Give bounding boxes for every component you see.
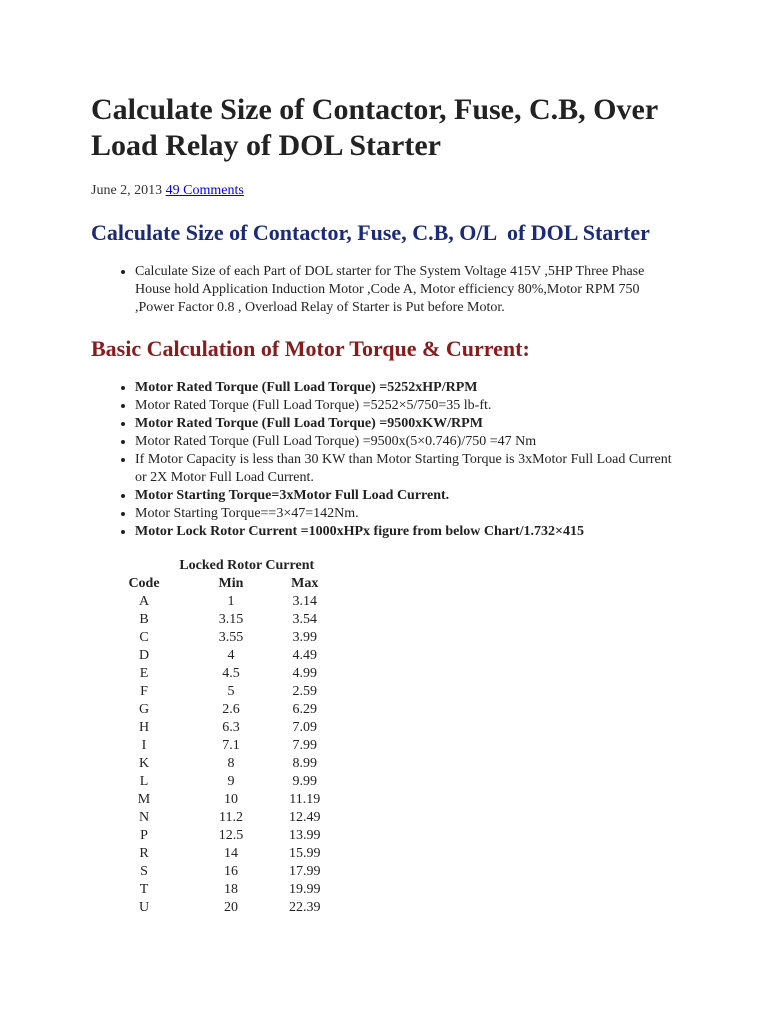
- table-cell: 11.2: [219, 810, 243, 825]
- list-item: • If Motor Capacity is less than 30 KW than Motor Starting Torque is 3xMotor Full Load Current or 2X Motor Full Load Current.: [135, 451, 675, 487]
- table-cell: C: [139, 630, 149, 645]
- table-row: [115, 683, 321, 701]
- table-cell: 3.15: [218, 612, 244, 627]
- table-cell: 14: [224, 846, 238, 861]
- table-cell: M: [137, 792, 151, 807]
- table-cell: 4.5: [222, 666, 240, 681]
- table-cell: 4.99: [292, 666, 317, 681]
- table-row: [115, 665, 321, 683]
- table-cell: G: [138, 702, 150, 717]
- list-item: • Motor Lock Rotor Current =1000xHPx figure from below Chart/1.732×415: [135, 523, 675, 541]
- table-cell: 4: [227, 648, 235, 663]
- table-cell: 8: [227, 756, 235, 771]
- table-cell: 4.49: [292, 648, 317, 663]
- post-meta: [91, 182, 244, 200]
- table-row: [115, 863, 321, 881]
- table-row: [115, 809, 321, 827]
- table-cell: E: [139, 666, 149, 681]
- table-row: [115, 881, 321, 899]
- table-row: [115, 845, 321, 863]
- column-header-max: Max: [291, 576, 319, 591]
- intro-bullet-list: [91, 263, 675, 317]
- table-cell: I: [141, 738, 147, 753]
- table-cell: S: [140, 864, 148, 879]
- table-row: [115, 899, 321, 917]
- table-cell: L: [139, 774, 149, 789]
- post-date: June 2, 2013: [91, 183, 163, 198]
- table-cell: 7.09: [292, 720, 317, 735]
- calculation-bullet-list: [91, 379, 675, 541]
- table-cell: 9.99: [292, 774, 317, 789]
- post-title: Calculate Size of Contactor, Fuse, C.B, Over Load Relay of DOL Starter: [91, 93, 658, 162]
- table-cell: D: [138, 648, 150, 663]
- table-row: [115, 773, 321, 791]
- list-item: • Motor Rated Torque (Full Load Torque) =9500xKW/RPM: [135, 415, 675, 433]
- list-item: • Motor Starting Torque==3×47=142Nm.: [135, 505, 675, 523]
- section-heading-dol-starter: Calculate Size of Contactor, Fuse, C.B, O/L of DOL Starter: [91, 220, 650, 245]
- table-cell: 6.29: [292, 702, 317, 717]
- table-cell: 2.6: [222, 702, 240, 717]
- table-cell: P: [140, 828, 148, 843]
- table-cell: 3.99: [292, 630, 317, 645]
- column-header-code: Code: [128, 576, 160, 591]
- table-cell: F: [140, 684, 148, 699]
- table-cell: A: [138, 594, 150, 609]
- table-cell: 11.19: [289, 792, 321, 807]
- table-cell: 7.1: [222, 738, 240, 753]
- table-cell: B: [139, 612, 149, 627]
- table-cell: U: [138, 900, 150, 915]
- table-cell: R: [139, 846, 149, 861]
- table-cell: 2.59: [292, 684, 317, 699]
- table-cell: 19.99: [289, 882, 321, 897]
- table-cell: 8.99: [292, 756, 317, 771]
- table-row: [115, 593, 321, 611]
- table-row: [115, 701, 321, 719]
- table-cell: 9: [227, 774, 235, 789]
- table-cell: 3.54: [292, 612, 317, 627]
- table-caption: Locked Rotor Current: [179, 558, 315, 573]
- table-row: [115, 737, 321, 755]
- list-item: • Motor Rated Torque (Full Load Torque) =9500x(5×0.746)/750 =47 Nm: [135, 433, 675, 451]
- table-cell: 20: [224, 900, 238, 915]
- list-item: • Motor Rated Torque (Full Load Torque) =5252×5/750=35 lb-ft.: [135, 397, 675, 415]
- table-cell: 18: [224, 882, 238, 897]
- table-cell: 17.99: [289, 864, 321, 879]
- table-body: [115, 593, 321, 917]
- table-cell: 3.14: [292, 594, 317, 609]
- table-row: [115, 791, 321, 809]
- table-row: [115, 719, 321, 737]
- table-cell: 15.99: [289, 846, 321, 861]
- table-cell: 12.5: [218, 828, 244, 843]
- list-item: • Motor Rated Torque (Full Load Torque) =5252xHP/RPM: [135, 379, 675, 397]
- comments-link[interactable]: 49 Comments: [165, 183, 244, 198]
- table-cell: 7.99: [292, 738, 317, 753]
- table-cell: H: [138, 720, 150, 735]
- section-heading-motor-torque: Basic Calculation of Motor Torque & Current:: [91, 336, 530, 361]
- table-row: [115, 827, 321, 845]
- table-cell: 22.39: [289, 900, 321, 915]
- locked-rotor-current-table: [115, 557, 321, 917]
- table-cell: 12.49: [289, 810, 321, 825]
- list-item: • Motor Starting Torque=3xMotor Full Load Current.: [135, 487, 675, 505]
- table-cell: 1: [227, 594, 235, 609]
- table-row: [115, 647, 321, 665]
- table-cell: 10: [224, 792, 238, 807]
- table-cell: 5: [227, 684, 235, 699]
- table-row: [115, 629, 321, 647]
- table-cell: 13.99: [289, 828, 321, 843]
- column-header-min: Min: [218, 576, 244, 591]
- table-cell: 3.55: [218, 630, 244, 645]
- table-row: [115, 755, 321, 773]
- table-row: [115, 611, 321, 629]
- table-cell: 16: [224, 864, 238, 879]
- list-item: • Calculate Size of each Part of DOL starter for The System Voltage 415V ,5HP Three Phase House hold Application Induction Motor ,Code A, Motor efficiency 80%,Motor RPM 750 ,Power Factor 0.8 , Overload Relay of Starter is Put before Motor.: [135, 263, 675, 317]
- table-cell: 6.3: [222, 720, 240, 735]
- table-cell: T: [139, 882, 149, 897]
- table-cell: N: [138, 810, 150, 825]
- table-cell: K: [138, 756, 150, 771]
